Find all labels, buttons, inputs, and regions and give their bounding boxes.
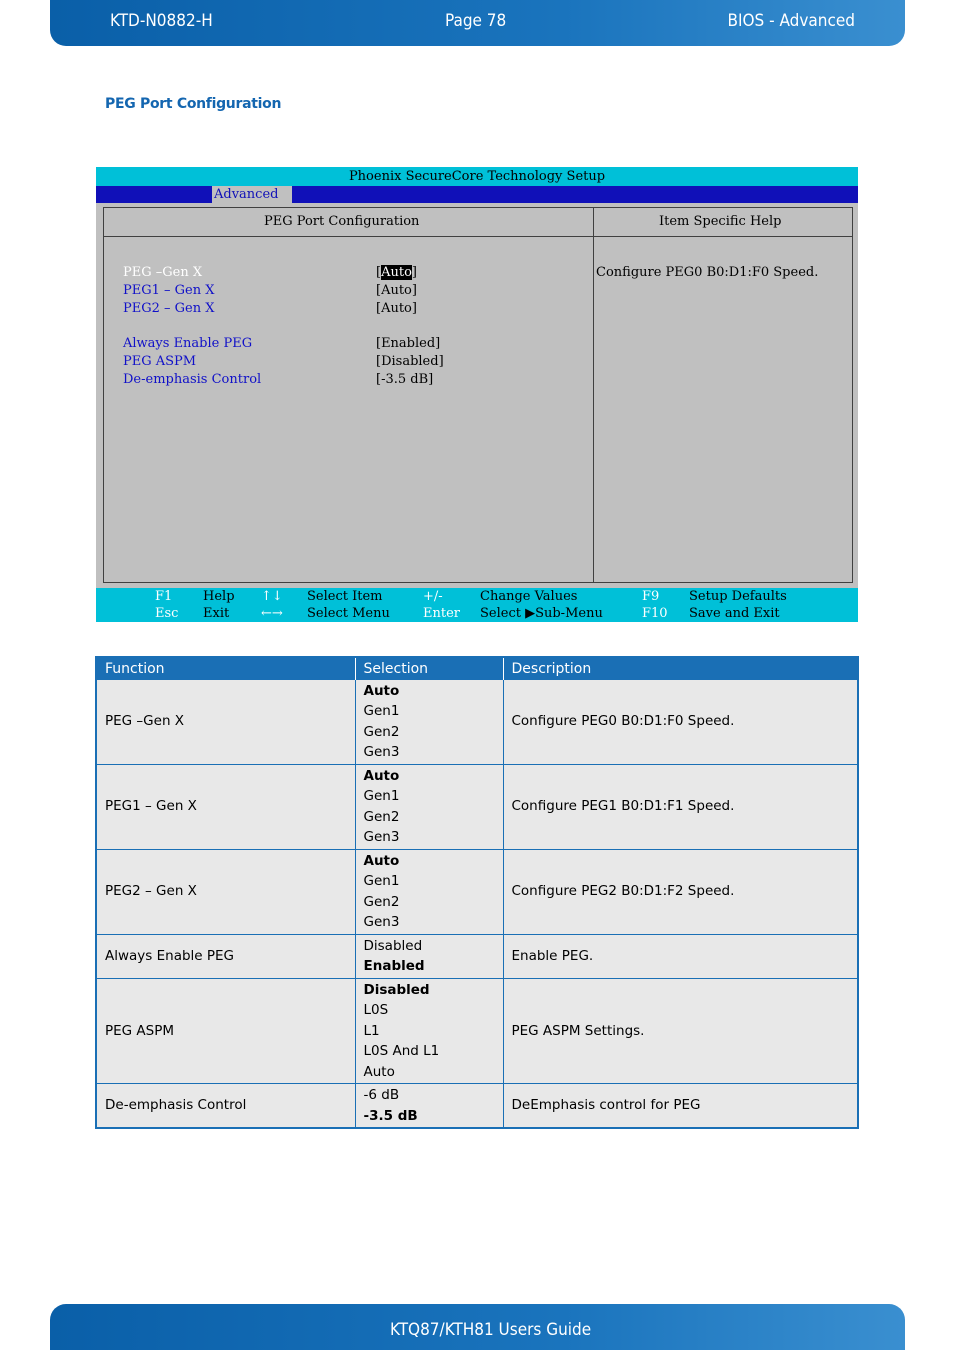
key-f10: F10	[642, 606, 668, 621]
table-row	[96, 764, 858, 849]
table-header-row	[96, 657, 858, 679]
option: -6 dB	[363, 1087, 400, 1103]
table-row	[96, 934, 858, 978]
option-default: -3.5 dB	[363, 1107, 418, 1124]
option-default: Auto	[363, 682, 400, 699]
option: L0S	[363, 1002, 389, 1018]
bios-value-peg-gen[interactable]: [Auto]	[376, 265, 417, 280]
option: Gen2	[363, 808, 400, 825]
bios-item-de-emphasis[interactable]: De-emphasis Control	[123, 372, 262, 387]
row-function: PEG –Gen X	[96, 679, 355, 764]
table-row	[96, 1084, 858, 1129]
option-default: Disabled	[363, 981, 430, 998]
table-row	[96, 679, 858, 764]
col-description: Description	[503, 657, 858, 679]
document-id: KTD-N0882-H	[110, 11, 213, 31]
option-default: Auto	[363, 852, 400, 869]
option: Gen1	[363, 873, 400, 889]
table-row	[96, 849, 858, 934]
row-description: Configure PEG1 B0:D1:F1 Speed.	[503, 764, 858, 849]
bios-panel	[103, 207, 853, 583]
col-selection: Selection	[355, 657, 503, 679]
row-function: Always Enable PEG	[96, 934, 355, 978]
page-header	[50, 0, 905, 46]
panel-header-rule	[104, 236, 852, 237]
bios-value-always-enable-peg[interactable]: [Enabled]	[376, 336, 441, 351]
row-selection	[355, 849, 503, 934]
option: L1	[363, 1022, 380, 1039]
function-table	[95, 656, 859, 1129]
section-title: PEG Port Configuration	[105, 96, 282, 112]
row-description: Enable PEG.	[503, 934, 858, 978]
footer-title: KTQ87/KTH81 Users Guide	[390, 1320, 592, 1340]
row-selection	[355, 934, 503, 978]
page-number: Page 78	[445, 11, 507, 31]
option-default: Enabled	[363, 958, 425, 974]
row-description: Configure PEG2 B0:D1:F2 Speed.	[503, 849, 858, 934]
bios-item-peg-aspm[interactable]: PEG ASPM	[123, 354, 197, 369]
bios-value-peg-aspm[interactable]: [Disabled]	[376, 354, 444, 369]
row-function: De-emphasis Control	[96, 1084, 355, 1129]
bios-item-always-enable-peg[interactable]: Always Enable PEG	[123, 336, 253, 351]
row-selection	[355, 679, 503, 764]
section-name: BIOS - Advanced	[727, 11, 855, 31]
key-f9: F9	[642, 589, 660, 604]
option: L0S And L1	[363, 1043, 440, 1059]
row-selection	[355, 978, 503, 1084]
key-f10-desc: Save and Exit	[689, 606, 780, 621]
bios-item-peg-gen[interactable]: PEG –Gen X	[123, 265, 203, 280]
key-f1-desc: Help	[203, 589, 235, 604]
option: Gen2	[363, 893, 400, 910]
key-f1: F1	[155, 589, 173, 604]
option: Gen3	[363, 744, 400, 760]
row-description: PEG ASPM Settings.	[503, 978, 858, 1084]
key-esc: Esc	[155, 606, 179, 621]
bios-screen	[96, 167, 858, 622]
key-enter-desc: Select ▶Sub-Menu	[480, 606, 603, 621]
bios-tab-advanced[interactable]: Advanced	[212, 186, 292, 203]
bios-help-text: Configure PEG0 B0:D1:F0 Speed.	[596, 265, 819, 280]
option: Gen1	[363, 703, 400, 719]
bios-menubar	[96, 186, 858, 203]
col-function: Function	[96, 657, 355, 679]
key-left-right: ←→	[261, 606, 283, 621]
key-left-right-desc: Select Menu	[307, 606, 390, 621]
option: Gen2	[363, 723, 400, 740]
row-function: PEG1 – Gen X	[96, 764, 355, 849]
row-selection	[355, 1084, 503, 1129]
option: Auto	[363, 1063, 395, 1080]
key-up-down: ↑↓	[261, 589, 283, 604]
key-f9-desc: Setup Defaults	[689, 589, 787, 604]
option-default: Auto	[363, 767, 400, 784]
option: Gen1	[363, 788, 400, 804]
row-function: PEG ASPM	[96, 978, 355, 1084]
option: Disabled	[363, 937, 423, 954]
row-function: PEG2 – Gen X	[96, 849, 355, 934]
key-enter: Enter	[423, 606, 460, 621]
bios-keybar	[96, 588, 858, 622]
table-row	[96, 978, 858, 1084]
row-selection	[355, 764, 503, 849]
key-esc-desc: Exit	[203, 606, 230, 621]
bios-title: Phoenix SecureCore Technology Setup	[96, 167, 858, 186]
row-description: DeEmphasis control for PEG	[503, 1084, 858, 1129]
option: Gen3	[363, 914, 400, 930]
bios-item-peg2-gen[interactable]: PEG2 – Gen X	[123, 301, 215, 316]
bios-value-peg1-gen[interactable]: [Auto]	[376, 283, 417, 298]
bios-value-peg2-gen[interactable]: [Auto]	[376, 301, 417, 316]
bios-panel-title: PEG Port Configuration	[264, 214, 420, 229]
highlighted-value: Auto	[381, 265, 412, 280]
option: Gen3	[363, 829, 400, 845]
row-description: Configure PEG0 B0:D1:F0 Speed.	[503, 679, 858, 764]
page-footer	[50, 1304, 905, 1350]
bios-help-title: Item Specific Help	[659, 214, 782, 229]
bios-value-de-emphasis[interactable]: [-3.5 dB]	[376, 372, 434, 387]
key-up-down-desc: Select Item	[307, 589, 383, 604]
key-plus-minus-desc: Change Values	[480, 589, 578, 604]
key-plus-minus: +/-	[423, 589, 443, 604]
bios-item-peg1-gen[interactable]: PEG1 – Gen X	[123, 283, 215, 298]
panel-divider	[593, 208, 594, 582]
